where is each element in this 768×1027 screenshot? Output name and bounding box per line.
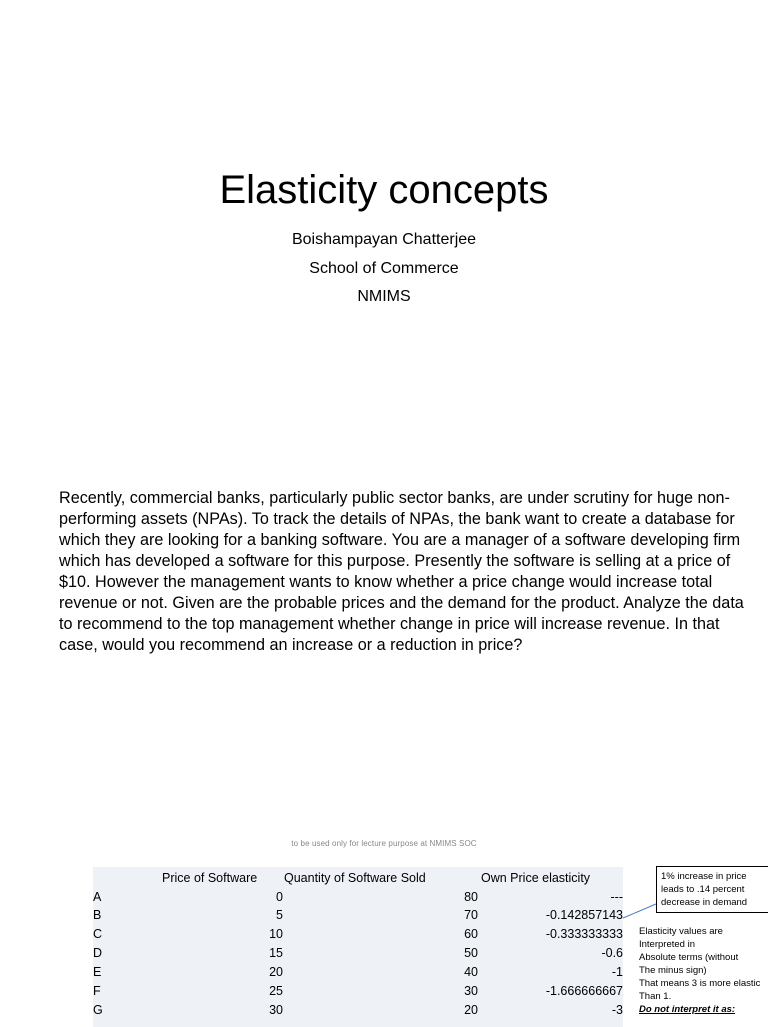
cell-price: 0: [276, 890, 283, 904]
row-label: E: [93, 965, 102, 979]
callout-box: [656, 866, 768, 913]
note-warning: Do not interpret it as:: [639, 1004, 736, 1015]
cell-quantity: 60: [464, 927, 478, 941]
callout-line: leads to .14 percent: [661, 884, 745, 895]
table-background: [93, 867, 623, 1027]
cell-elasticity: -1: [611, 965, 623, 979]
row-label: G: [93, 1003, 103, 1017]
cell-elasticity: -0.333333333: [545, 927, 623, 941]
cell-price: 20: [269, 965, 283, 979]
author-name: Boishampayan Chatterjee: [291, 231, 477, 248]
cell-quantity: 20: [464, 1003, 478, 1017]
cell-quantity: 80: [464, 890, 478, 904]
note-line: The minus sign): [639, 965, 707, 976]
cell-quantity: 70: [464, 908, 478, 922]
cell-quantity: 50: [464, 946, 478, 960]
cell-price: 25: [269, 984, 283, 998]
watermark-text: to be used only for lecture purpose at NMIMS SOC: [291, 839, 477, 848]
header-price: Price of Software: [162, 871, 258, 885]
header-quantity: Quantity of Software Sold: [284, 871, 426, 885]
institution-name: NMIMS: [357, 288, 411, 305]
cell-price: 15: [269, 946, 283, 960]
cell-elasticity: -0.142857143: [545, 908, 623, 922]
cell-price: 10: [269, 927, 283, 941]
cell-quantity: 30: [464, 984, 478, 998]
header-elasticity: Own Price elasticity: [481, 871, 591, 885]
cell-elasticity: -0.6: [601, 946, 623, 960]
callout-line: 1% increase in price: [661, 871, 747, 882]
note-line: That means 3 is more elastic: [639, 978, 761, 989]
elasticity-notes: [639, 925, 768, 1016]
case-paragraph: Recently, commercial banks, particularly public sector banks, are under scrutiny for huge non-performing assets (NPAs). To track the details of NPAs, the bank want to create a database for which they are looking for a banking software. You are a manager of a software developing firm which has developed a software for this purpose. Presently the software is selling at a price of $10. However the management wants to know whether a price change would increase total revenue or not. Given are the probable prices and the demand for the product. Analyze the data to recommend to the top management whether change in price will increase revenue. In that case, would you recommend an increase or a reduction in price?: [59, 489, 744, 654]
cell-elasticity: ---: [610, 890, 623, 904]
note-line: Than 1.: [639, 991, 672, 1002]
callout-line: decrease in demand: [661, 897, 748, 908]
row-label: D: [93, 946, 103, 960]
cell-quantity: 40: [464, 965, 478, 979]
page-title: Elasticity concepts: [219, 168, 549, 212]
row-label: C: [93, 927, 103, 941]
cell-price: 5: [276, 908, 283, 922]
note-line: Elasticity values are: [639, 926, 723, 937]
school-name: School of Commerce: [309, 260, 459, 277]
row-label: B: [93, 908, 102, 922]
cell-elasticity: -1.666666667: [545, 984, 623, 998]
cell-price: 30: [269, 1003, 283, 1017]
cell-elasticity: -3: [611, 1003, 623, 1017]
note-line: Absolute terms (without: [639, 952, 739, 963]
row-label: F: [93, 984, 101, 998]
note-line: Interpreted in: [639, 939, 695, 950]
row-label: A: [93, 890, 102, 904]
